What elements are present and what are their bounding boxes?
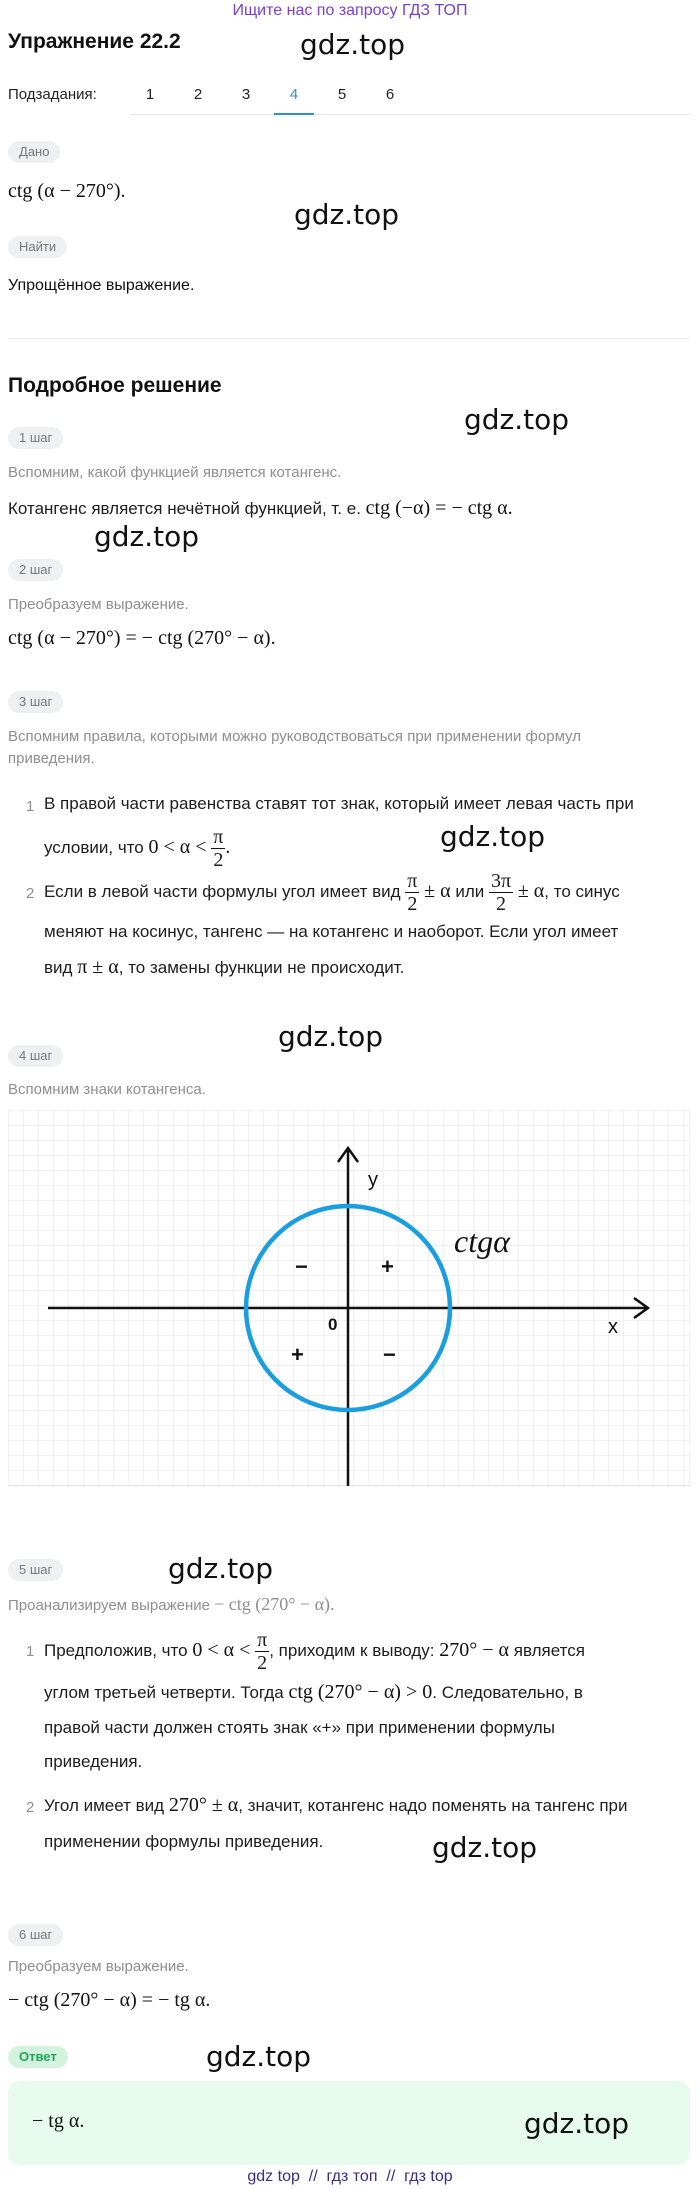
sign-quadrant-3: + (291, 1342, 304, 1367)
fraction-denominator: 2 (257, 1652, 268, 1674)
answer-expression: − tg α. (32, 2110, 85, 2132)
pi-plus-minus-alpha: π ± α (77, 956, 119, 978)
step-2-expression: ctg (α − 270°) = − ctg (270° − α). (8, 627, 276, 649)
find-text: Упрощённое выражение. (8, 277, 195, 294)
step-1-chip: 1 шаг (8, 427, 63, 449)
tab-subtask-6[interactable]: 6 (385, 86, 395, 103)
step-4-chip: 4 шаг (8, 1045, 63, 1067)
tab-subtask-5[interactable]: 5 (337, 86, 347, 103)
fraction-pi-over-2 (405, 870, 419, 915)
step-3-item-2-number: 2 (26, 885, 35, 902)
step-5-item-2-math: 270° ± α (168, 1794, 239, 1816)
step-5-item-1-line-1 (44, 1629, 585, 1674)
step-3-hint-line-1: Вспомним правила, которыми можно руководствоваться при применении формул (8, 728, 581, 745)
step-5-item-2-number: 2 (26, 1799, 35, 1816)
fraction-pi-over-2 (211, 826, 225, 871)
step-3-item-1-condition-text: условии, что (44, 837, 144, 857)
subtasks-label: Подзадания: (8, 86, 97, 103)
step-5-item-1-math-3: ctg (270° − α) > 0 (288, 1681, 433, 1703)
function-label: ctgα (454, 1223, 510, 1259)
fraction-3pi-over-2 (489, 870, 513, 915)
step-3-item-2-line-1 (44, 870, 620, 915)
solution-title: Подробное решение (8, 374, 222, 397)
step-5-item-1-line-4: приведения. (44, 1752, 143, 1771)
fraction-pi-over-2 (255, 1629, 269, 1674)
watermark: gdz.top (206, 2040, 312, 2073)
step-5-item-1-text-c: является (513, 1640, 585, 1660)
active-tab-underline (274, 113, 314, 115)
plus-minus-alpha: ± α (517, 879, 545, 902)
step-4-hint: Вспомним знаки котангенса. (8, 1081, 206, 1098)
step-5-item-1-text-b: , приходим к выводу: (269, 1640, 435, 1660)
step-3-item-2-text-a: Если в левой части формулы угол имеет вид (44, 881, 401, 901)
step-1-statement: Котангенс является нечётной функцией, т. е. (8, 499, 361, 518)
step-5-item-1-math-2: 270° − α (439, 1638, 510, 1661)
answer-chip: Ответ (8, 2046, 68, 2068)
watermark: gdz.top (94, 520, 200, 553)
step-3-item-1-math: 0 < α < (148, 835, 207, 858)
step-5-item-2-text-b: , значит, котангенс надо поменять на тангенс при (238, 1796, 628, 1815)
sign-quadrant-2: − (295, 1254, 308, 1279)
x-axis-label: x (608, 1316, 618, 1338)
step-5-chip: 5 шаг (8, 1559, 63, 1581)
given-expression: ctg (α − 270°). (8, 180, 126, 202)
tabs-divider (130, 114, 690, 115)
tab-subtask-3[interactable]: 3 (241, 86, 251, 103)
fraction-denominator: 2 (496, 893, 507, 915)
step-3-item-2-text-b: , то синус (544, 881, 620, 901)
fraction-numerator: π (213, 826, 224, 848)
fraction-denominator: 2 (213, 849, 224, 871)
step-5-item-1-line-3: правой части должен стоять знак «+» при применении формулы (44, 1718, 555, 1737)
step-5-item-1-text-e: . Следовательно, в (432, 1683, 583, 1702)
step-5-item-2-line-2: применении формулы приведения. (44, 1832, 324, 1851)
tab-subtask-2[interactable]: 2 (193, 86, 203, 103)
step-6-chip: 6 шаг (8, 1924, 63, 1946)
y-axis-label: y (368, 1169, 378, 1191)
step-1-text (8, 490, 513, 527)
step-5-item-1-number: 1 (26, 1643, 35, 1660)
step-3-item-1-number: 1 (26, 798, 35, 815)
sign-quadrant-4: − (383, 1342, 396, 1367)
step-5-hint-math: − ctg (270° − α). (214, 1594, 335, 1614)
tab-subtask-1[interactable]: 1 (145, 86, 155, 103)
step-5-hint (8, 1594, 335, 1615)
origin-label: 0 (328, 1315, 338, 1334)
step-5-item-1-text-d: углом третьей четверти. Тогда (44, 1683, 284, 1702)
step-5-item-1-line-2 (44, 1674, 583, 1711)
step-1-expression: ctg (−α) = − ctg α. (365, 497, 513, 519)
watermark: gdz.top (524, 2107, 630, 2140)
step-2-hint: Преобразуем выражение. (8, 596, 189, 613)
watermark: gdz.top (294, 198, 400, 231)
watermark: gdz.top (300, 28, 406, 61)
fraction-numerator: π (257, 1629, 268, 1651)
step-3-item-2-line-2: меняют на косинус, тангенс — на котангенс и наоборот. Если угол имеет (44, 922, 619, 941)
fraction-numerator: 3π (490, 870, 512, 892)
sign-quadrant-1: + (381, 1254, 394, 1279)
step-3-item-1-line-1: В правой части равенства ставят тот знак, который имеет левая часть при (44, 794, 634, 813)
cotangent-sign-diagram (8, 1110, 690, 1486)
top-banner[interactable]: Ищите нас по запросу ГДЗ ТОП (232, 2, 468, 19)
watermark: gdz.top (432, 1831, 538, 1864)
fraction-denominator: 2 (407, 893, 418, 915)
watermark: gdz.top (278, 1020, 384, 1053)
step-5-item-1-text-a: Предположив, что (44, 1640, 188, 1660)
step-3-hint-line-2: приведения. (8, 750, 95, 767)
watermark: gdz.top (168, 1552, 274, 1585)
step-5-hint-text: Проанализируем выражение (8, 1597, 210, 1614)
step-6-expression: − ctg (270° − α) = − tg α. (8, 1989, 211, 2011)
step-5-item-1-math-1: 0 < α < (192, 1638, 251, 1661)
step-3-item-2-line-3 (44, 949, 404, 986)
step-3-chip: 3 шаг (8, 691, 63, 713)
plus-minus-alpha: ± α (424, 879, 451, 902)
watermark: gdz.top (464, 403, 570, 436)
step-5-item-2-line-1 (44, 1787, 627, 1824)
step-2-chip: 2 шаг (8, 559, 63, 581)
section-divider (8, 338, 690, 339)
or-text: или (455, 881, 485, 901)
step-3-item-2-text-d: , то замены функции не происходит. (118, 958, 405, 977)
tab-subtask-4[interactable]: 4 (289, 86, 299, 103)
step-3-item-2-text-c: вид (44, 958, 73, 977)
page-title: Упражнение 22.2 (8, 30, 181, 53)
find-chip: Найти (8, 236, 67, 258)
footer-links[interactable]: gdz top // гдз топ // гдз top (247, 2168, 453, 2185)
watermark: gdz.top (440, 820, 546, 853)
fraction-numerator: π (407, 870, 418, 892)
step-3-item-1-line-2: условии, что 0 < α < $\frac{\pi}{2}$ . (44, 826, 231, 871)
step-6-hint: Преобразуем выражение. (8, 1958, 189, 1975)
step-1-hint: Вспомним, какой функцией является котангенс. (8, 464, 342, 481)
given-chip: Дано (8, 141, 60, 163)
step-5-item-2-text-a: Угол имеет вид (44, 1796, 165, 1815)
